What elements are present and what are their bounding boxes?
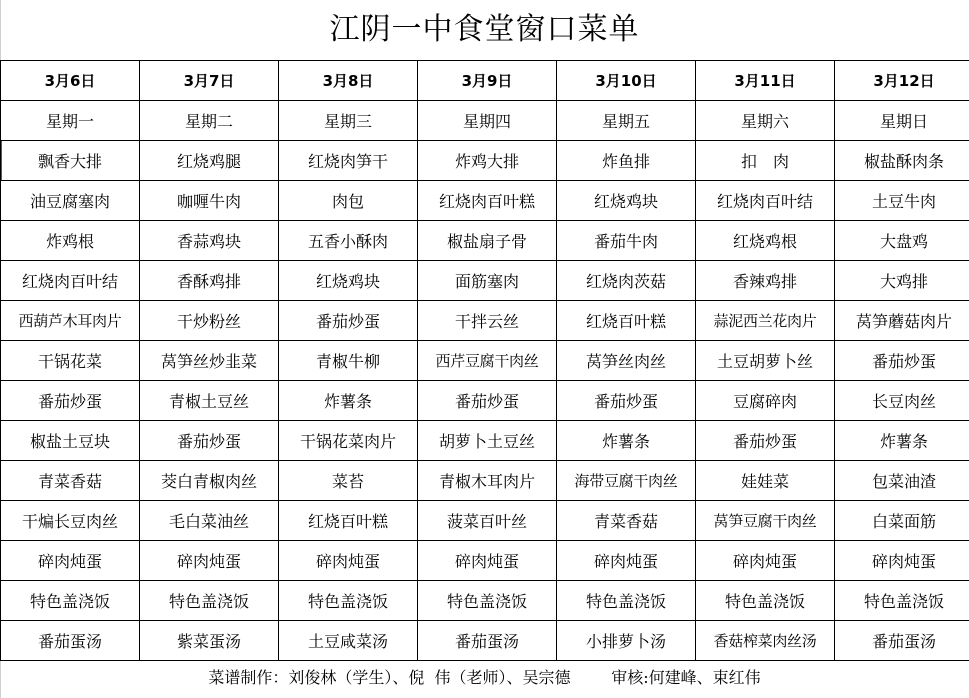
dish-row — [1, 461, 969, 501]
dish-row-cell[interactable]: 海带豆腐干肉丝 — [557, 461, 696, 501]
dish-row-cell[interactable]: 炸鸡根 — [1, 221, 140, 261]
dish-row — [1, 541, 969, 581]
date-header-row-cell[interactable]: 3月9日 — [418, 61, 557, 101]
dish-row-cell[interactable]: 番茄炒蛋 — [696, 421, 835, 461]
dish-row-cell[interactable]: 碎肉炖蛋 — [557, 541, 696, 581]
dish-row-cell[interactable]: 大盘鸡 — [835, 221, 969, 261]
dish-row — [1, 301, 969, 341]
dish-row-cell[interactable]: 扣 肉 — [696, 141, 835, 181]
dish-row-cell[interactable]: 红烧鸡块 — [279, 261, 418, 301]
dish-row-cell[interactable]: 特色盖浇饭 — [835, 581, 969, 621]
dish-row-cell[interactable]: 香酥鸡排 — [140, 261, 279, 301]
dish-row-cell[interactable]: 小排萝卜汤 — [557, 621, 696, 661]
dish-row-cell[interactable]: 青椒土豆丝 — [140, 381, 279, 421]
dish-row-cell[interactable]: 炸薯条 — [279, 381, 418, 421]
dish-row-cell[interactable]: 莴笋丝肉丝 — [557, 341, 696, 381]
dish-row-cell[interactable]: 大鸡排 — [835, 261, 969, 301]
dish-row-cell[interactable]: 椒盐酥肉条 — [835, 141, 969, 181]
dish-row-cell[interactable]: 飘香大排 — [1, 141, 140, 181]
dish-row-cell[interactable]: 红烧肉笋干 — [279, 141, 418, 181]
dish-row-cell[interactable]: 白菜面筋 — [835, 501, 969, 541]
dish-row-cell[interactable]: 香菇榨菜肉丝汤 — [696, 621, 835, 661]
dish-row-cell[interactable]: 面筋塞肉 — [418, 261, 557, 301]
dish-row-cell[interactable]: 番茄蛋汤 — [1, 621, 140, 661]
dish-row-cell[interactable]: 番茄炒蛋 — [140, 421, 279, 461]
dish-row-cell[interactable]: 香蒜鸡块 — [140, 221, 279, 261]
weekday-header-row-cell[interactable]: 星期四 — [418, 101, 557, 141]
dish-row-cell[interactable]: 椒盐扇子骨 — [418, 221, 557, 261]
date-header-row-cell[interactable]: 3月12日 — [835, 61, 969, 101]
dish-row — [1, 181, 969, 221]
dish-row — [1, 261, 969, 301]
weekday-header-row-cell[interactable]: 星期三 — [279, 101, 418, 141]
dish-row-cell[interactable]: 红烧肉百叶结 — [1, 261, 140, 301]
dish-row-cell[interactable]: 青椒牛柳 — [279, 341, 418, 381]
dish-row-cell[interactable]: 土豆牛肉 — [835, 181, 969, 221]
dish-row-cell[interactable]: 莴笋豆腐干肉丝 — [696, 501, 835, 541]
dish-row — [1, 581, 969, 621]
dish-row-cell[interactable]: 番茄炒蛋 — [557, 381, 696, 421]
dish-row-cell[interactable]: 菜苔 — [279, 461, 418, 501]
dish-row-cell[interactable]: 特色盖浇饭 — [696, 581, 835, 621]
dish-row-cell[interactable]: 土豆咸菜汤 — [279, 621, 418, 661]
dish-row-cell[interactable]: 番茄炒蛋 — [835, 341, 969, 381]
dish-row — [1, 381, 969, 421]
date-header-row — [1, 61, 969, 101]
dish-row-cell[interactable]: 干炒粉丝 — [140, 301, 279, 341]
dish-row-cell[interactable]: 番茄炒蛋 — [418, 381, 557, 421]
dish-row-cell[interactable]: 豆腐碎肉 — [696, 381, 835, 421]
dish-row-cell[interactable]: 红烧鸡腿 — [140, 141, 279, 181]
dish-row-cell[interactable]: 椒盐土豆块 — [1, 421, 140, 461]
dish-row-cell[interactable]: 干拌云丝 — [418, 301, 557, 341]
weekday-header-row-cell[interactable]: 星期六 — [696, 101, 835, 141]
dish-row-cell[interactable]: 炸薯条 — [557, 421, 696, 461]
dish-row-cell[interactable]: 番茄蛋汤 — [835, 621, 969, 661]
dish-row-cell[interactable]: 五香小酥肉 — [279, 221, 418, 261]
weekday-header-row-cell[interactable]: 星期二 — [140, 101, 279, 141]
dish-row-cell[interactable]: 咖喱牛肉 — [140, 181, 279, 221]
dish-row-cell[interactable]: 红烧鸡块 — [557, 181, 696, 221]
dish-row-cell[interactable]: 干锅花菜肉片 — [279, 421, 418, 461]
dish-row-cell[interactable]: 特色盖浇饭 — [418, 581, 557, 621]
dish-row-cell[interactable]: 碎肉炖蛋 — [696, 541, 835, 581]
dish-row-cell[interactable]: 西芹豆腐干肉丝 — [418, 341, 557, 381]
dish-row-cell[interactable]: 干煸长豆肉丝 — [1, 501, 140, 541]
dish-row-cell[interactable]: 莴笋蘑菇肉片 — [835, 301, 969, 341]
dish-row-cell[interactable]: 特色盖浇饭 — [279, 581, 418, 621]
dish-row-cell[interactable]: 油豆腐塞肉 — [1, 181, 140, 221]
date-header-row-cell[interactable]: 3月8日 — [279, 61, 418, 101]
dish-row-cell[interactable]: 土豆胡萝卜丝 — [696, 341, 835, 381]
dish-row-cell[interactable]: 红烧百叶糕 — [557, 301, 696, 341]
dish-row — [1, 221, 969, 261]
dish-row-cell[interactable]: 炸鸡大排 — [418, 141, 557, 181]
date-header-row-cell[interactable]: 3月10日 — [557, 61, 696, 101]
dish-row-cell[interactable]: 胡萝卜土豆丝 — [418, 421, 557, 461]
dish-row-cell[interactable]: 毛白菜油丝 — [140, 501, 279, 541]
weekday-header-row — [1, 101, 969, 141]
date-header-row-cell[interactable]: 3月7日 — [140, 61, 279, 101]
dish-row-cell[interactable]: 红烧肉茨菇 — [557, 261, 696, 301]
dish-row-cell[interactable]: 菠菜百叶丝 — [418, 501, 557, 541]
dish-row-cell[interactable]: 特色盖浇饭 — [557, 581, 696, 621]
dish-row-cell[interactable]: 娃娃菜 — [696, 461, 835, 501]
dish-row-cell[interactable]: 特色盖浇饭 — [1, 581, 140, 621]
date-header-row-cell[interactable]: 3月11日 — [696, 61, 835, 101]
dish-row-cell[interactable]: 特色盖浇饭 — [140, 581, 279, 621]
dish-row-cell[interactable]: 番茄炒蛋 — [1, 381, 140, 421]
dish-row-cell[interactable]: 长豆肉丝 — [835, 381, 969, 421]
dish-row — [1, 341, 969, 381]
dish-row-cell[interactable]: 西葫芦木耳肉片 — [1, 301, 140, 341]
dish-row-cell[interactable]: 碎肉炖蛋 — [418, 541, 557, 581]
dish-row-cell[interactable]: 红烧鸡根 — [696, 221, 835, 261]
dish-row-cell[interactable]: 青椒木耳肉片 — [418, 461, 557, 501]
menu-title[interactable]: 江阴一中食堂窗口菜单 — [329, 12, 640, 47]
dish-row-cell[interactable]: 番茄炒蛋 — [279, 301, 418, 341]
dish-row-cell[interactable]: 香辣鸡排 — [696, 261, 835, 301]
dish-row-cell[interactable]: 炸鱼排 — [557, 141, 696, 181]
dish-row-cell[interactable]: 红烧百叶糕 — [279, 501, 418, 541]
dish-row — [1, 141, 969, 181]
dish-row-cell[interactable]: 肉包 — [279, 181, 418, 221]
dish-row-cell[interactable]: 炸薯条 — [835, 421, 969, 461]
menu-footer-credits[interactable]: 菜谱制作：刘俊林（学生）、倪 伟（老师）、吴宗德 审核:何建峰、束红伟 — [208, 668, 761, 687]
dish-row — [1, 621, 969, 661]
dish-row-cell[interactable]: 番茄牛肉 — [557, 221, 696, 261]
weekday-header-row-cell[interactable]: 星期五 — [557, 101, 696, 141]
dish-row-cell[interactable]: 蒜泥西兰花肉片 — [696, 301, 835, 341]
dish-row-cell[interactable]: 碎肉炖蛋 — [279, 541, 418, 581]
weekday-header-row-cell[interactable]: 星期一 — [1, 101, 140, 141]
dish-row-cell[interactable]: 碎肉炖蛋 — [1, 541, 140, 581]
dish-row-cell[interactable]: 干锅花菜 — [1, 341, 140, 381]
dish-row-cell[interactable]: 碎肉炖蛋 — [835, 541, 969, 581]
dish-row-cell[interactable]: 青菜香菇 — [1, 461, 140, 501]
date-header-row-cell[interactable]: 3月6日 — [1, 61, 140, 101]
dish-row-cell[interactable]: 青菜香菇 — [557, 501, 696, 541]
dish-row-cell[interactable]: 番茄蛋汤 — [418, 621, 557, 661]
dish-row-cell[interactable]: 包菜油渣 — [835, 461, 969, 501]
dish-row — [1, 501, 969, 541]
dish-row-cell[interactable]: 茭白青椒肉丝 — [140, 461, 279, 501]
dish-row-cell[interactable]: 红烧肉百叶糕 — [418, 181, 557, 221]
menu-table — [0, 60, 969, 661]
weekday-header-row-cell[interactable]: 星期日 — [835, 101, 969, 141]
dish-row-cell[interactable]: 碎肉炖蛋 — [140, 541, 279, 581]
dish-row-cell[interactable]: 莴笋丝炒韭菜 — [140, 341, 279, 381]
dish-row — [1, 421, 969, 461]
dish-row-cell[interactable]: 红烧肉百叶结 — [696, 181, 835, 221]
dish-row-cell[interactable]: 紫菜蛋汤 — [140, 621, 279, 661]
